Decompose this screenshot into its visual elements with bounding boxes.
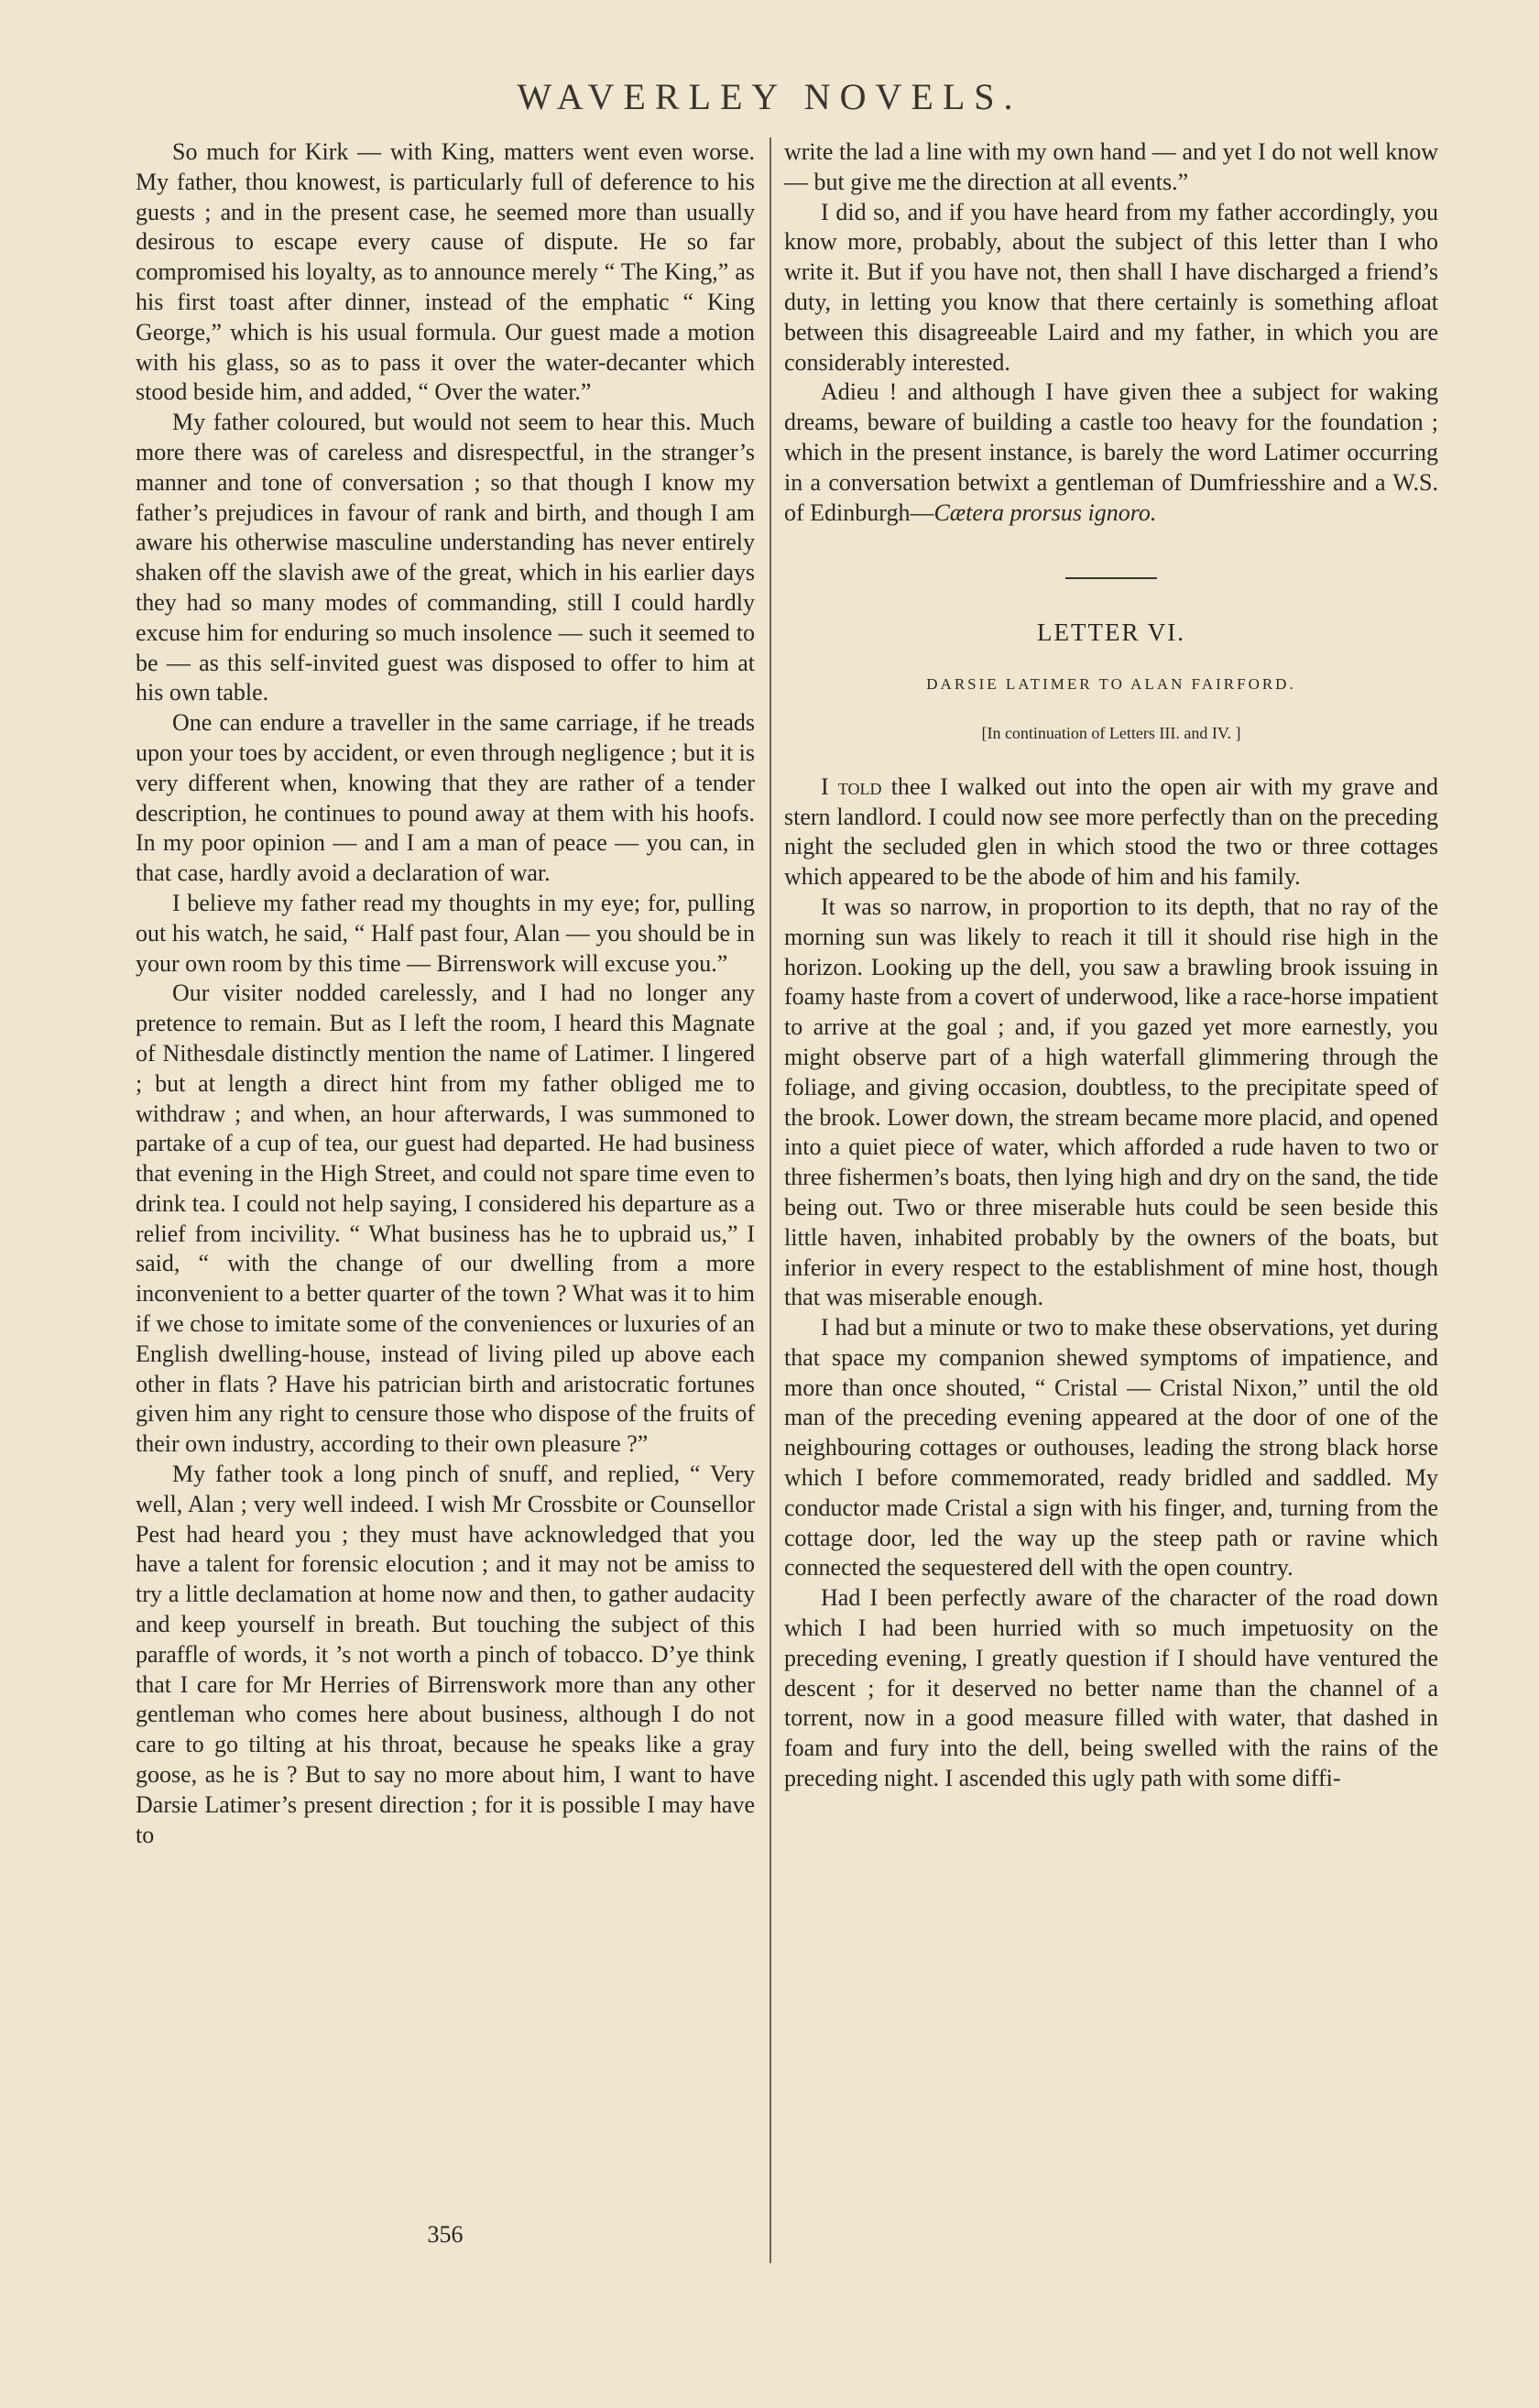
right-opening-paragraph: write the lad a line with my own hand — and yet I do not well know — but give me the direction at all events.” [784, 138, 1438, 195]
left-paragraph-1: So much for Kirk — with King, matters went even worse. My father, thou knowest, is particularly full of deference to his guests ; and in the present case, he seemed more than usually desirous to escape every cause of dispute. He so far compromised his loyalty, as to announce merely “ The King,” as his first toast after dinner, instead of the emphatic “ King George,” which is his usual formula. Our guest made a motion with his glass, so as to pass it over the water-decanter which stood beside him, and added, “ Over the water.” [136, 138, 755, 406]
column-rule [770, 137, 771, 2263]
page-number: 356 [427, 2221, 464, 2248]
letter-note: [In continuation of Letters III. and IV. ] [981, 723, 1241, 742]
letter-first-paragraph [784, 772, 1438, 892]
letter-first-rest: thee I walked out into the open air with my grave and stern landlord. I could now see more perfectly than on the preceding night the secluded glen in which stood the two or three cottages which appeared to be the abode of him and his family. [784, 772, 1438, 891]
left-paragraph-5: Our visiter nodded carelessly, and I had no longer any pretence to remain. But as I left the room, I heard this Magnate of Nithesdale distinctly mention the name of Latimer. I lingered ; but at length a direct hint from my father obliged me to withdraw ; and when, an hour afterwards, I was summoned to partake of a cup of tea, our guest had departed. He had business that evening in the High Street, and could not spare time even to drink tea. I could not help saying, I considered his departure as a relief from incivility. “ What business has he to upbraid us,” I said, “ with the change of our dwelling from a more inconvenient to a better quarter of the town ? What was it to him if we chose to imitate some of the conveniences or luxuries of an English dwelling-house, instead of living piled up above each other in flats ? Have his patrician birth and aristocratic fortunes given him any right to censure those who dispose of the fruits of their own industry, according to their own pleasure ?” [136, 980, 755, 1458]
adieu-paragraph [784, 378, 1438, 528]
right-paragraph-2: It was so narrow, in proportion to its depth, that no ray of the morning sun was likely to reach it till it should rise high in the horizon. Looking up the dell, you saw a brawling brook issuing in foamy haste from a covert of underwood, like a race-horse impatient to arrive at the goal ; and, if you gazed yet more earnestly, you might observe part of a high waterfall glimmering through the foliage, and giving occasion, doubtless, to the precipitate speed of the brook. Lower down, the stream became more placid, and opened into a quiet piece of water, which afforded a rude haven to two or three fishermen’s boats, then lying high and dry on the sand, the tide being out. Two or three miserable huts could be seen beside this little haven, inhabited probably by the owners of the boats, but inferior in every respect to the establishment of mine host, though that was miserable enough. [784, 892, 1438, 1311]
adieu-latin: Cætera prorsus ignoro. [933, 498, 1157, 526]
left-paragraph-2: My father coloured, but would not seem to hear this. Much more there was of careless and disrespectful, in the stranger’s manner and tone of conversation ; so that though I know my father’s prejudices in favour of rank and birth, and though I am aware his otherwise masculine understanding has never entirely shaken off the slavish awe of the great, which in his earlier days they had so many modes of commanding, still I could hardly excuse him for enduring so much insolence — such it seemed to be — as this self-invited guest was disposed to offer to him at his own table. [136, 409, 755, 706]
letter-first-words: I told [821, 772, 882, 800]
left-paragraph-3: One can endure a traveller in the same carriage, if he treads upon your toes by accident, or even through negligence ; but it is very different when, knowing that they are rather of a tender description, he continues to pound away at them with his hoofs. In my poor opinion — and I am a man of peace — you can, in that case, hardly avoid a declaration of war. [136, 709, 755, 887]
right-paragraph-3: I had but a minute or two to make these observations, yet during that space my companion shewed symptoms of impatience, and more than once shouted, “ Cristal — Cristal Nixon,” until the old man of the preceding evening appeared at the door of one of the neighbouring cottages or outhouses, leading the strong black horse which I before commemorated, ready bridled and saddled. My conductor made Cristal a sign with his finger, and, turning from the cottage door, led the way up the steep path or ravine which connected the sequestered dell with the open country. [784, 1314, 1438, 1582]
left-paragraph-4: I believe my father read my thoughts in my eye; for, pulling out his watch, he said, “ Half past four, Alan — you should be in your own room by this time — Birrenswork will excuse you.” [136, 889, 755, 977]
right-paragraph-1: I did so, and if you have heard from my father accordingly, you know more, probably, about the subject of this letter than I who write it. But if you have not, then shall I have discharged a friend’s duty, in letting you know that there certainly is something afloat between this disagreeable Laird and my father, in which you are considerably interested. [784, 198, 1438, 376]
letter-subtitle: DARSIE LATIMER TO ALAN FAIRFORD. [926, 675, 1296, 694]
left-column [136, 137, 755, 1850]
running-title: WAVERLEY NOVELS. [517, 76, 1022, 117]
section-divider [1065, 577, 1157, 579]
right-column [784, 137, 1438, 1794]
letter-title: LETTER VI. [1037, 618, 1185, 647]
adieu-text: Adieu ! and although I have given thee a subject for waking dreams, beware of building a castle too heavy for the foundation ; which in the present instance, is barely the word Latimer occurring in a conversation betwixt a gentleman of Dumfriesshire and a W.S. of Edinburgh— [784, 378, 1438, 526]
right-paragraph-4: Had I been perfectly aware of the character of the road down which I had been hurried with so much impetuosity on the preceding evening, I greatly question if I should have ventured the descent ; for it deserved no better name than the channel of a torrent, now in a good measure filled with water, that dashed in foam and fury into the dell, being swelled with the rains of the preceding night. I ascended this ugly path with some diffi- [784, 1584, 1438, 1792]
left-paragraph-6: My father took a long pinch of snuff, and replied, “ Very well, Alan ; very well indeed. I wish Mr Crossbite or Counsellor Pest had heard you ; they must have acknowledged that you have a talent for forensic elocution ; and it may not be amiss to try a little declamation at home now and then, to gather audacity and keep yourself in breath. But touching the subject of this paraffle of words, it ’s not worth a pinch of tobacco. D’ye think that I care for Mr Herries of Birrenswork more than any other gentleman who comes here about business, although I do not care to go tilting at his throat, because he speaks like a gray goose, as he is ? But to say no more about him, I want to have Darsie Latimer’s present direction ; for it is possible I may have to [136, 1461, 755, 1848]
